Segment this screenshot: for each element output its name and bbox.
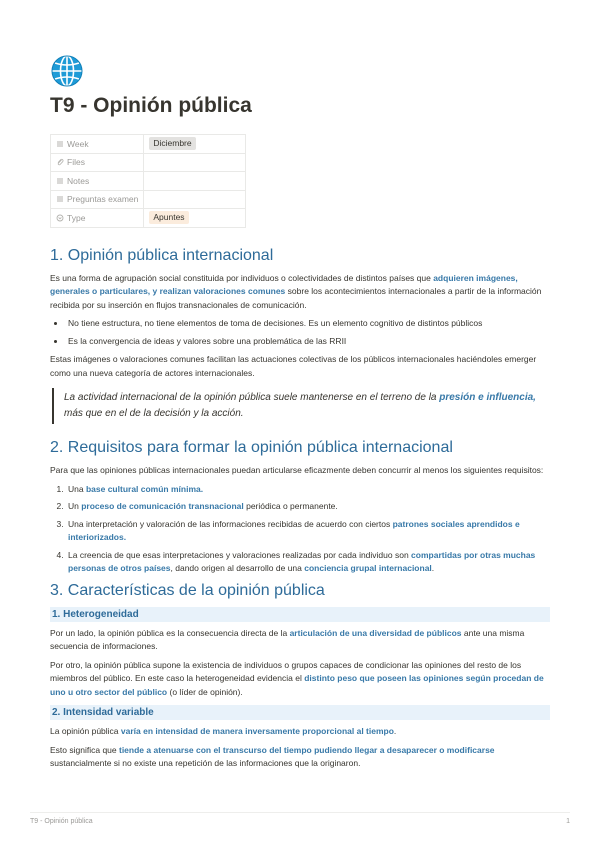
paragraph: Esto significa que tiende a atenuarse con el transcurso del tiempo pudiendo llegar a desaparecer o modificarse sustancialmente si no existe una repetición de las informaciones que la originaron. [50, 744, 495, 768]
document-page [50, 54, 550, 776]
list-item: 4. La creencia de que esas interpretaciones y valoraciones realizadas por cada individuo son compartidas por otras muchas personas de otros países, dando origen al desarrollo de una conciencia grupal internacional. [66, 549, 550, 576]
paperclip-icon [56, 158, 64, 166]
property-key: Week [67, 138, 89, 149]
paragraph: Estas imágenes o valoraciones comunes facilitan las actuaciones colectivas de los públicos internacionales haciéndoles emerger como una nueva categoría de actores internacionales. [50, 354, 537, 378]
type-tag: Apuntes [149, 211, 188, 224]
list-item: 1. Una base cultural común mínima. [66, 483, 550, 497]
globe-icon [50, 54, 84, 88]
paragraph: La opinión pública varía en intensidad de manera inversamente proporcional al tiempo. [50, 726, 397, 736]
property-key: Notes [67, 175, 90, 186]
property-key: Preguntas examen [67, 194, 139, 205]
quote-block: La actividad internacional de la opinión pública suele mantenerse en el terreno de la presión e influencia, más que en el de la decisión y la acción. [52, 388, 550, 424]
footer-title: T9 - Opinión pública [30, 818, 93, 825]
subsection-heading: 2. Intensidad variable [50, 705, 550, 720]
property-row-week[interactable] [51, 135, 246, 154]
list-item: 2. Un proceso de comunicación transnacional periódica o permanente. [66, 500, 550, 514]
property-row-type[interactable] [51, 209, 246, 228]
notes-value[interactable] [144, 172, 246, 191]
property-key: Type [67, 212, 86, 223]
section-heading: 3. Características de la opinión pública [50, 581, 325, 599]
page-footer [30, 812, 570, 825]
week-tag: Diciembre [149, 137, 195, 150]
properties-table [50, 134, 246, 228]
page-title: T9 - Opinión pública [50, 94, 252, 117]
section-heading: 2. Requisitos para formar la opinión pública internacional [50, 439, 453, 456]
list-icon [56, 140, 64, 148]
page-number: 1 [566, 818, 570, 825]
preguntas-value[interactable] [144, 190, 246, 209]
list-item: • Es la convergencia de ideas y valores sobre una problemática de las RRII [66, 335, 550, 349]
property-key: Files [67, 157, 85, 168]
files-value[interactable] [144, 153, 246, 172]
bullet-list [66, 317, 550, 348]
select-icon [56, 214, 64, 222]
property-row-preguntas[interactable] [51, 190, 246, 209]
numbered-list [66, 483, 550, 576]
property-row-files[interactable] [51, 153, 246, 172]
paragraph: Para que las opiniones públicas internacionales puedan articularse eficazmente deben concurrir al menos los siguientes requisitos: [50, 465, 544, 475]
property-row-notes[interactable] [51, 172, 246, 191]
list-icon [56, 177, 64, 185]
paragraph: Por otro, la opinión pública supone la existencia de individuos o grupos capaces de condicionar las opiniones del resto de los miembros del público. En este caso la heterogeneidad evidencia el distinto peso que poseen las opiniones según procedan de uno u otro sector del público (o líder de opinión). [50, 659, 544, 697]
paragraph: Es una forma de agrupación social constituida por individuos o colectividades de distintos países que adquieren imágenes, generales o particulares, y realizan valoraciones comunes sobre los acontecimientos internacionales a partir de la información recibida por su inserción en flujos transnacionales de comunicación. [50, 272, 542, 310]
section-heading: 1. Opinión pública internacional [50, 246, 274, 264]
subsection-heading: 1. Heterogeneidad [50, 607, 550, 622]
list-item: 3. Una interpretación y valoración de las informaciones recibidas de acuerdo con ciertos patrones sociales aprendidos e interiorizados. [66, 518, 550, 545]
list-item: • No tiene estructura, no tiene elementos de toma de decisiones. Es un elemento cognitivo de distintos públicos [66, 317, 550, 331]
paragraph: Por un lado, la opinión pública es la consecuencia directa de la articulación de una diversidad de públicos ante una misma secuencia de informaciones. [50, 627, 525, 651]
list-icon [56, 195, 64, 203]
